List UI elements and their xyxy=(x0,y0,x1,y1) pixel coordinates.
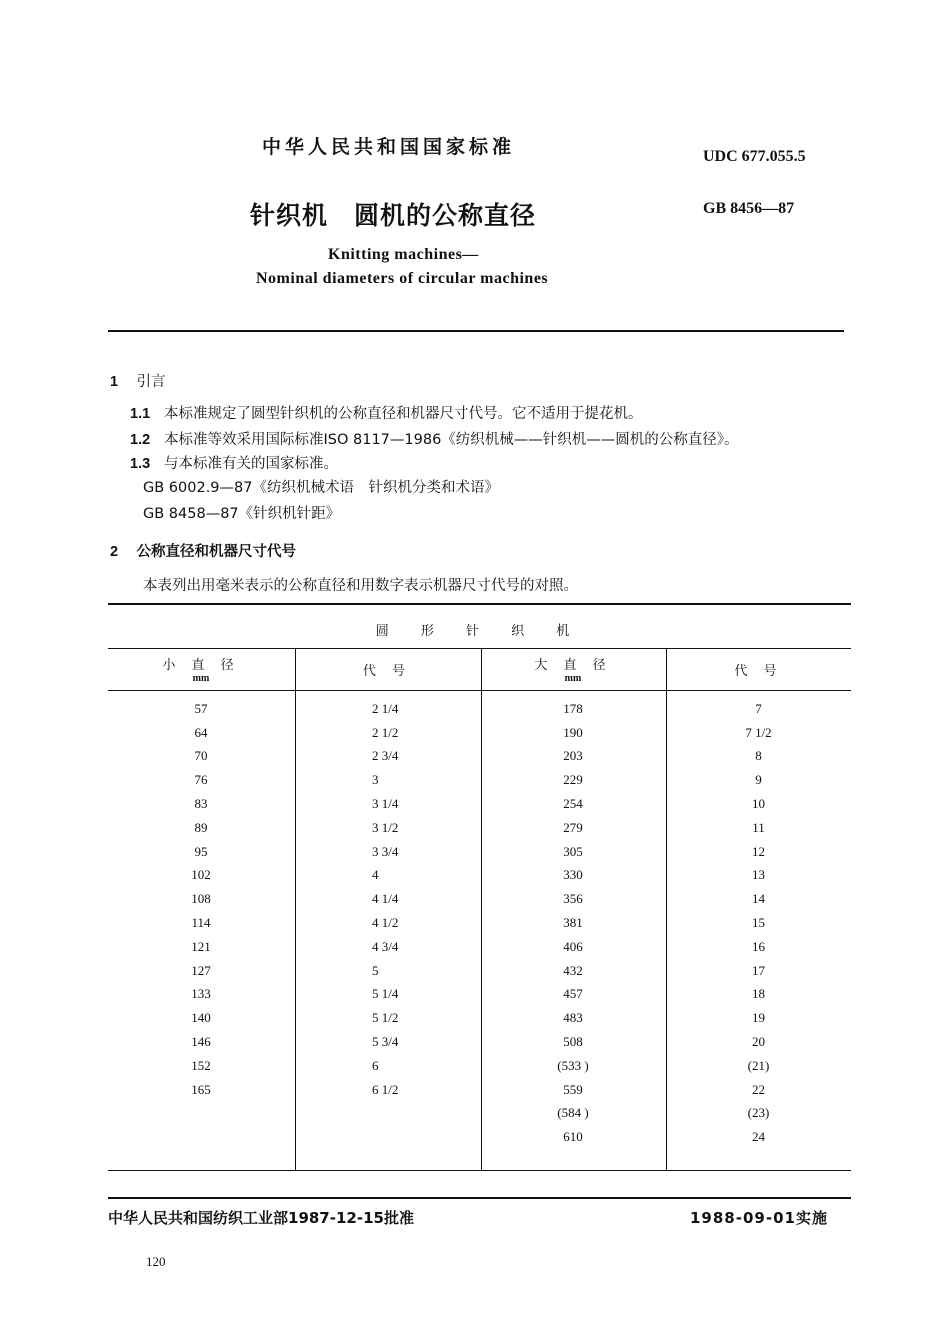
code-cell: 6 xyxy=(372,1057,379,1073)
code-cell: 5 3/4 xyxy=(372,1034,399,1050)
code-cell xyxy=(294,1102,480,1126)
table-row xyxy=(108,887,851,911)
section-number: 2 xyxy=(110,544,119,560)
table-row xyxy=(108,745,851,769)
code-cell: 3 3/4 xyxy=(372,843,399,859)
code-cell xyxy=(294,1125,480,1149)
header-label: 大 直 径 xyxy=(534,658,612,673)
english-title-line2: Nominal diameters of circular machines xyxy=(256,270,549,287)
diameter-table xyxy=(108,648,851,1149)
small-diameter-cell: 70 xyxy=(194,748,208,764)
small-diameter-cell: 95 xyxy=(194,843,208,859)
table-row xyxy=(108,983,851,1007)
code-cell: 7 1/2 xyxy=(745,724,772,740)
clause-number: 1.1 xyxy=(130,406,151,422)
table-row xyxy=(108,1030,851,1054)
udc-code: UDC 677.055.5 xyxy=(703,148,806,165)
small-diameter-cell: 83 xyxy=(194,796,208,812)
table-row xyxy=(108,959,851,983)
large-diameter-header xyxy=(480,648,666,691)
small-diameter-cell: 108 xyxy=(191,891,211,907)
small-diameter-cell: 152 xyxy=(191,1057,211,1073)
small-diameter-cell: 57 xyxy=(194,700,208,716)
section-title: 公称直径和机器尺寸代号 xyxy=(136,544,297,560)
code-cell: 16 xyxy=(752,938,765,954)
reference-2: GB 8458—87《针织机针距》 xyxy=(143,506,341,522)
section-number: 1 xyxy=(110,374,119,390)
header-divider xyxy=(108,330,844,332)
small-diameter-cell: 64 xyxy=(194,724,208,740)
code-cell: 10 xyxy=(752,796,765,812)
code-cell: 4 1/4 xyxy=(372,891,399,907)
code-cell: 2 1/2 xyxy=(372,724,399,740)
code-cell: 14 xyxy=(752,891,765,907)
code-cell: 3 xyxy=(372,772,379,788)
code-cell: 24 xyxy=(752,1129,765,1145)
small-diameter-cell xyxy=(108,1125,294,1149)
code-cell: 17 xyxy=(752,962,765,978)
code-cell: 5 xyxy=(372,962,379,978)
table-row xyxy=(108,840,851,864)
table-row xyxy=(108,864,851,888)
small-diameter-cell: 121 xyxy=(191,938,211,954)
small-diameter-cell: 133 xyxy=(191,986,211,1002)
paragraph-1-1 xyxy=(130,402,643,423)
large-diameter-cell: 178 xyxy=(563,700,583,716)
table-row xyxy=(108,1125,851,1149)
header-label: 代 号 xyxy=(734,663,783,679)
small-diameter-cell: 76 xyxy=(194,772,208,788)
table-row xyxy=(108,1078,851,1102)
header-label: 代 号 xyxy=(362,663,412,679)
large-diameter-cell: 457 xyxy=(563,986,583,1002)
code-cell: 8 xyxy=(755,748,762,764)
table-row xyxy=(108,768,851,792)
footer-divider xyxy=(108,1197,851,1199)
large-diameter-cell: 406 xyxy=(563,938,583,954)
table-row xyxy=(108,1006,851,1030)
section-1-heading xyxy=(110,370,166,391)
table-header-row xyxy=(108,648,851,691)
table-row xyxy=(108,1102,851,1126)
paragraph-1-3 xyxy=(130,452,338,473)
gb-standard-code: GB 8456—87 xyxy=(703,200,795,217)
clause-number: 1.2 xyxy=(130,432,151,448)
column-divider xyxy=(666,648,667,1170)
code-cell: 11 xyxy=(752,819,765,835)
large-diameter-cell: 190 xyxy=(563,724,583,740)
large-diameter-cell: (584 ) xyxy=(557,1105,589,1121)
code-cell: 12 xyxy=(752,843,765,859)
code-cell: 20 xyxy=(752,1034,765,1050)
small-diameter-cell: 165 xyxy=(191,1081,211,1097)
code-cell: 3 1/4 xyxy=(372,796,399,812)
large-diameter-cell: 483 xyxy=(563,1010,583,1026)
table-row xyxy=(108,1054,851,1078)
code-cell: 3 1/2 xyxy=(372,819,399,835)
approval-line: 中华人民共和国纺织工业部1987-12-15批准 xyxy=(108,1209,414,1227)
code-cell: (23) xyxy=(747,1105,770,1121)
page-number: 120 xyxy=(146,1254,166,1269)
code-header-2 xyxy=(666,648,851,691)
large-diameter-cell: 203 xyxy=(563,748,583,764)
code-cell: 15 xyxy=(752,915,765,931)
code-cell: 13 xyxy=(752,867,765,883)
large-diameter-cell: (533 ) xyxy=(557,1057,589,1073)
section-2-text: 本表列出用毫米表示的公称直径和用数字表示机器尺寸代号的对照。 xyxy=(143,578,578,594)
small-diameter-cell xyxy=(108,1102,294,1126)
large-diameter-cell: 330 xyxy=(563,867,583,883)
table-row xyxy=(108,792,851,816)
large-diameter-cell: 305 xyxy=(563,843,583,859)
code-cell: (21) xyxy=(747,1057,770,1073)
clause-text: 本标准等效采用国际标准ISO 8117—1986《纺织机械——针织机——圆机的公称直径》。 xyxy=(164,432,739,448)
small-diameter-cell: 114 xyxy=(191,915,211,931)
table-row xyxy=(108,721,851,745)
small-diameter-cell: 102 xyxy=(191,867,211,883)
code-cell: 4 xyxy=(372,867,379,883)
large-diameter-cell: 254 xyxy=(563,796,583,812)
small-diameter-cell: 89 xyxy=(194,819,208,835)
standard-category-title: 中华人民共和国国家标准 xyxy=(262,136,516,158)
large-diameter-cell: 559 xyxy=(563,1081,583,1097)
code-cell: 2 3/4 xyxy=(372,748,399,764)
table-bottom-rule xyxy=(108,1170,851,1171)
code-cell: 4 3/4 xyxy=(372,938,399,954)
code-cell: 5 1/4 xyxy=(372,986,399,1002)
table-top-rule xyxy=(108,603,851,605)
effective-date: 1988-09-01实施 xyxy=(690,1209,828,1227)
clause-text: 与本标准有关的国家标准。 xyxy=(164,456,338,472)
document-title: 针织机 圆机的公称直径 xyxy=(250,201,537,230)
column-divider xyxy=(481,648,482,1170)
code-header-1 xyxy=(294,648,480,691)
table-caption: 圆 形 针 织 机 xyxy=(375,624,584,639)
unit-label: mm xyxy=(192,673,210,684)
table-row xyxy=(108,911,851,935)
large-diameter-cell: 229 xyxy=(563,772,583,788)
large-diameter-cell: 610 xyxy=(563,1129,583,1145)
table-row xyxy=(108,691,851,721)
large-diameter-cell: 432 xyxy=(563,962,583,978)
clause-number: 1.3 xyxy=(130,456,151,472)
code-cell: 7 xyxy=(755,700,762,716)
code-cell: 4 1/2 xyxy=(372,915,399,931)
code-cell: 2 1/4 xyxy=(372,700,399,716)
code-cell: 18 xyxy=(752,986,765,1002)
section-2-heading xyxy=(110,540,296,561)
large-diameter-cell: 356 xyxy=(563,891,583,907)
large-diameter-cell: 508 xyxy=(563,1034,583,1050)
clause-text: 本标准规定了圆型针织机的公称直径和机器尺寸代号。它不适用于提花机。 xyxy=(164,406,643,422)
unit-label: mm xyxy=(564,673,582,684)
english-title-line1: Knitting machines— xyxy=(328,246,479,263)
reference-1: GB 6002.9—87《纺织机械术语 针织机分类和术语》 xyxy=(143,480,499,496)
small-diameter-cell: 127 xyxy=(191,962,211,978)
section-title: 引言 xyxy=(136,374,166,390)
small-diameter-header xyxy=(108,648,294,691)
small-diameter-cell: 146 xyxy=(191,1034,211,1050)
code-cell: 19 xyxy=(752,1010,765,1026)
large-diameter-cell: 381 xyxy=(563,915,583,931)
code-cell: 9 xyxy=(755,772,762,788)
paragraph-1-2 xyxy=(130,428,739,449)
code-cell: 6 1/2 xyxy=(372,1081,399,1097)
table-row xyxy=(108,935,851,959)
column-divider xyxy=(295,648,296,1170)
small-diameter-cell: 140 xyxy=(191,1010,211,1026)
code-cell: 22 xyxy=(752,1081,765,1097)
header-label: 小 直 径 xyxy=(162,658,240,673)
code-cell: 5 1/2 xyxy=(372,1010,399,1026)
table-row xyxy=(108,816,851,840)
large-diameter-cell: 279 xyxy=(563,819,583,835)
